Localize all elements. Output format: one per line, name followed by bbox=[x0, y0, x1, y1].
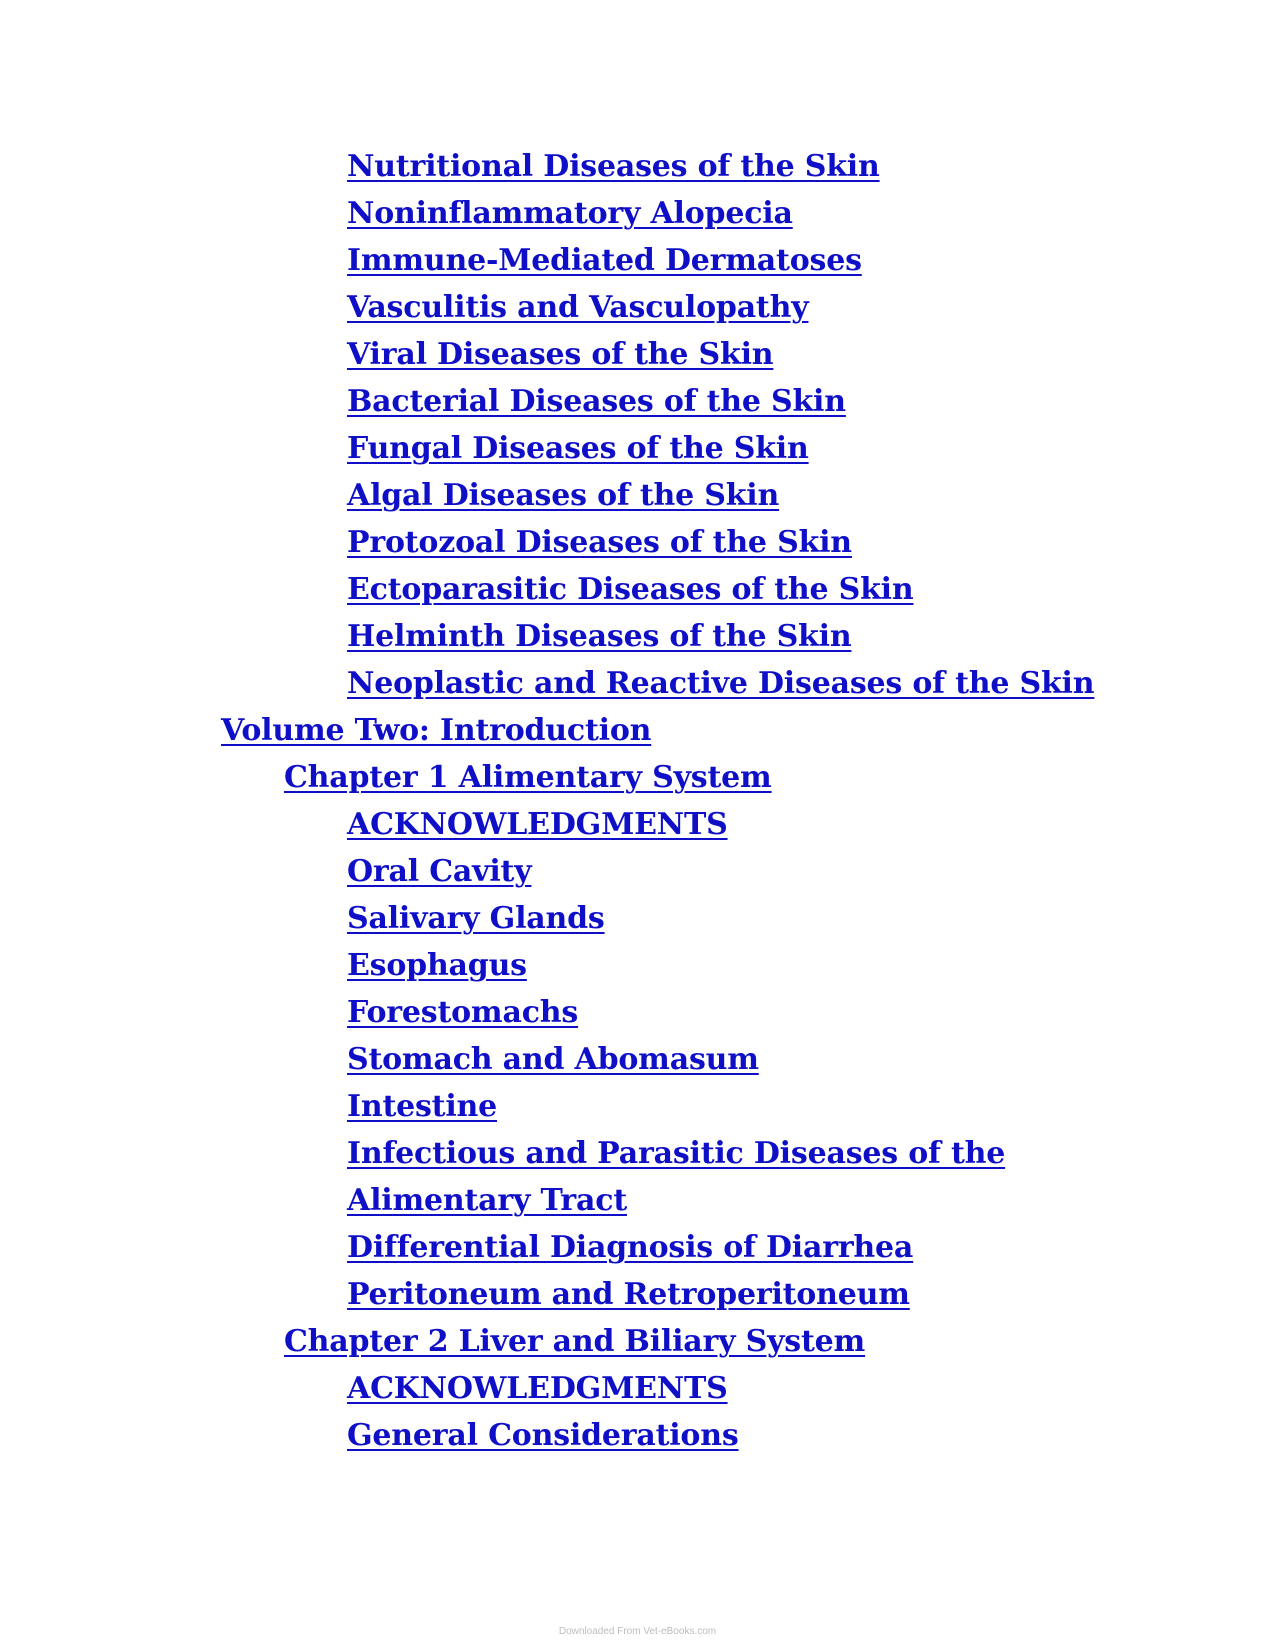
toc-entry bbox=[0, 1089, 1275, 1136]
toc-link-oral-cavity[interactable]: Oral Cavity bbox=[347, 854, 532, 889]
toc-entry bbox=[0, 196, 1275, 243]
toc-entry bbox=[0, 760, 1275, 807]
toc-entry bbox=[0, 666, 1275, 713]
toc-entry bbox=[0, 1418, 1275, 1465]
toc-entry bbox=[0, 807, 1275, 854]
toc-link-forestomachs[interactable]: Forestomachs bbox=[347, 995, 579, 1030]
toc-entry bbox=[0, 854, 1275, 901]
toc-entry bbox=[0, 713, 1275, 760]
toc-entry bbox=[0, 149, 1275, 196]
toc-link-salivary-glands[interactable]: Salivary Glands bbox=[347, 901, 605, 936]
toc-link-noninflammatory-alopecia[interactable]: Noninflammatory Alopecia bbox=[347, 196, 793, 231]
toc-entry bbox=[0, 384, 1275, 431]
toc-entry bbox=[0, 337, 1275, 384]
toc-entry bbox=[0, 572, 1275, 619]
toc-link-acknowledgments-ch1[interactable]: ACKNOWLEDGMENTS bbox=[347, 807, 728, 842]
toc-link-chapter-1-alimentary-system[interactable]: Chapter 1 Alimentary System bbox=[284, 760, 772, 795]
toc-link-protozoal-diseases-of-the-skin[interactable]: Protozoal Diseases of the Skin bbox=[347, 525, 852, 560]
toc-entry bbox=[0, 619, 1275, 666]
toc-entry bbox=[0, 1183, 1275, 1230]
toc-link-bacterial-diseases-of-the-skin[interactable]: Bacterial Diseases of the Skin bbox=[347, 384, 846, 419]
toc-entry bbox=[0, 1042, 1275, 1089]
toc-entry bbox=[0, 1136, 1275, 1183]
toc-entry bbox=[0, 478, 1275, 525]
toc-entry bbox=[0, 1371, 1275, 1418]
toc-link-chapter-2-liver-and-biliary-system[interactable]: Chapter 2 Liver and Biliary System bbox=[284, 1324, 866, 1359]
download-source-footer: Downloaded From Vet-eBooks.com bbox=[558, 1626, 717, 1637]
table-of-contents bbox=[0, 149, 1275, 1465]
toc-link-general-considerations[interactable]: General Considerations bbox=[347, 1418, 739, 1453]
toc-link-peritoneum-and-retroperitoneum[interactable]: Peritoneum and Retroperitoneum bbox=[347, 1277, 910, 1312]
toc-link-immune-mediated-dermatoses[interactable]: Immune-Mediated Dermatoses bbox=[347, 243, 862, 278]
toc-link-fungal-diseases-of-the-skin[interactable]: Fungal Diseases of the Skin bbox=[347, 431, 809, 466]
toc-link-differential-diagnosis-of-diarrhea[interactable]: Differential Diagnosis of Diarrhea bbox=[347, 1230, 914, 1265]
toc-link-helminth-diseases-of-the-skin[interactable]: Helminth Diseases of the Skin bbox=[347, 619, 852, 654]
toc-link-esophagus[interactable]: Esophagus bbox=[347, 948, 527, 983]
toc-entry bbox=[0, 1277, 1275, 1324]
toc-entry bbox=[0, 243, 1275, 290]
toc-link-vasculitis-and-vasculopathy[interactable]: Vasculitis and Vasculopathy bbox=[347, 290, 809, 325]
toc-entry bbox=[0, 1230, 1275, 1277]
toc-link-ectoparasitic-diseases-of-the-skin[interactable]: Ectoparasitic Diseases of the Skin bbox=[347, 572, 914, 607]
toc-link-intestine[interactable]: Intestine bbox=[347, 1089, 498, 1124]
toc-link-volume-two-introduction[interactable]: Volume Two: Introduction bbox=[221, 713, 652, 748]
toc-entry bbox=[0, 1324, 1275, 1371]
toc-link-infectious-and-parasitic-diseases-line-2[interactable]: Alimentary Tract bbox=[347, 1183, 627, 1218]
toc-entry bbox=[0, 290, 1275, 337]
toc-link-neoplastic-and-reactive-diseases-of-the-skin[interactable]: Neoplastic and Reactive Diseases of the Skin bbox=[347, 666, 1095, 701]
toc-entry bbox=[0, 901, 1275, 948]
toc-link-viral-diseases-of-the-skin[interactable]: Viral Diseases of the Skin bbox=[347, 337, 774, 372]
toc-link-algal-diseases-of-the-skin[interactable]: Algal Diseases of the Skin bbox=[347, 478, 780, 513]
toc-entry bbox=[0, 431, 1275, 478]
toc-entry bbox=[0, 995, 1275, 1042]
toc-link-stomach-and-abomasum[interactable]: Stomach and Abomasum bbox=[347, 1042, 759, 1077]
toc-link-nutritional-diseases-of-the-skin[interactable]: Nutritional Diseases of the Skin bbox=[347, 149, 880, 184]
toc-entry bbox=[0, 525, 1275, 572]
toc-link-infectious-and-parasitic-diseases-line-1[interactable]: Infectious and Parasitic Diseases of the bbox=[347, 1136, 1006, 1171]
toc-link-acknowledgments-ch2[interactable]: ACKNOWLEDGMENTS bbox=[347, 1371, 728, 1406]
toc-entry bbox=[0, 948, 1275, 995]
